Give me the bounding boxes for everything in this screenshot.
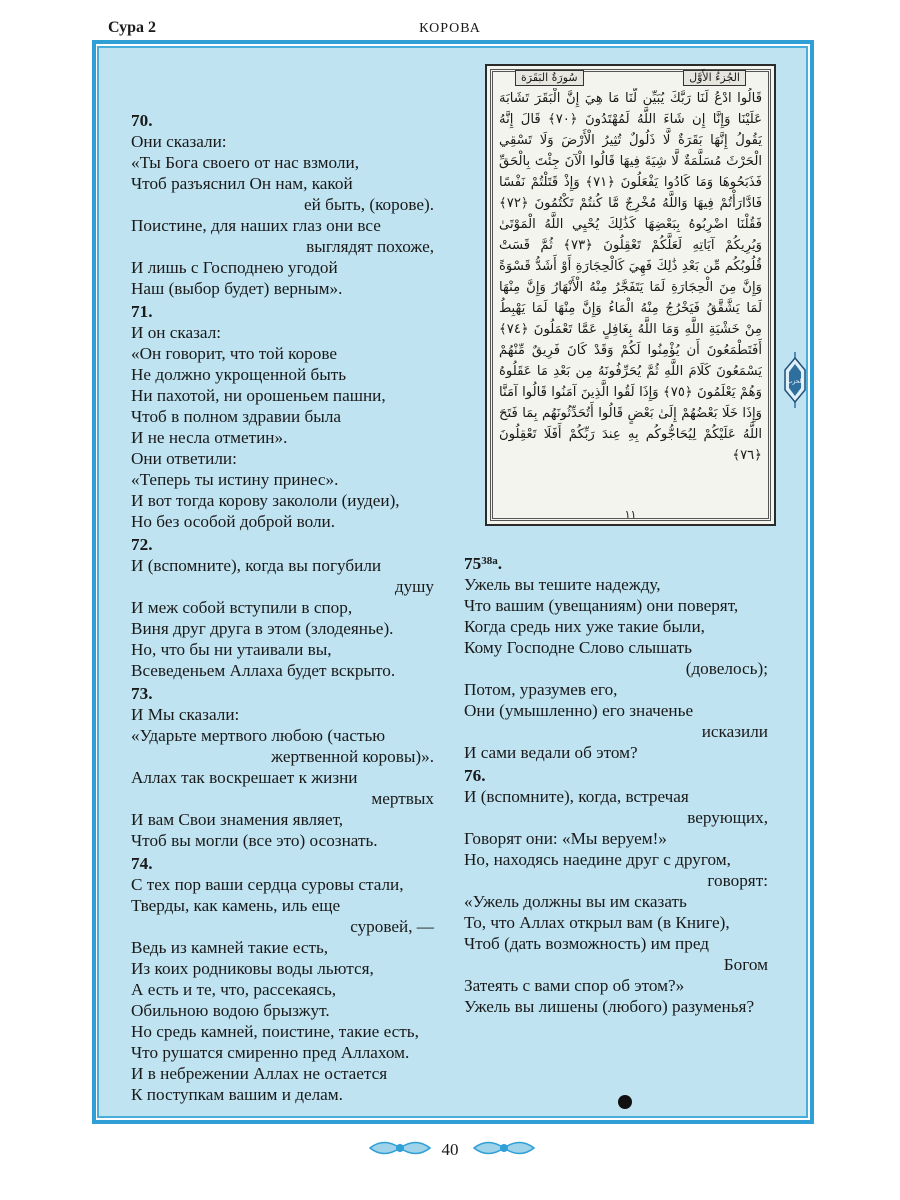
verse-line: Ужель вы тешите надежду, bbox=[464, 575, 661, 594]
verse-line: К поступкам вашим и делам. bbox=[131, 1085, 343, 1104]
surah-label: Сура 2 bbox=[108, 19, 157, 36]
quran-juz-tab: الجُزءُ الأَوَّل bbox=[683, 70, 746, 86]
verse-line: Ни пахотой, ни орошеньем пашни, bbox=[131, 386, 386, 405]
verse-line: «Ударьте мертвого любою (частью bbox=[131, 726, 386, 745]
verse-line: Наш (выбор будет) верным». bbox=[131, 279, 343, 298]
verse-line: Они сказали: bbox=[131, 132, 227, 151]
verse-line: (довелось); bbox=[685, 659, 768, 678]
verse-number: 71. bbox=[131, 302, 153, 321]
verse-line: Чтоб (дать возможность) им пред bbox=[464, 934, 709, 953]
verse-line: Потом, уразумев его, bbox=[464, 680, 618, 699]
verse-line: И меж собой вступили в спор, bbox=[131, 598, 353, 617]
verse-line: То, что Аллах открыл вам (в Книге), bbox=[464, 913, 730, 932]
hizb-marker-icon bbox=[783, 352, 807, 408]
quran-page-image bbox=[485, 64, 776, 526]
verse-dot: . bbox=[497, 554, 502, 573]
verse-line: Поистине, для наших глаз они все bbox=[131, 216, 381, 235]
verse-line: «Ты Бога своего от нас взмоли, bbox=[131, 153, 359, 172]
verse-number: 74. bbox=[131, 854, 153, 873]
page-title: КОРОВА bbox=[419, 21, 481, 36]
verse-line: Что вашим (увещаниям) они поверят, bbox=[464, 596, 739, 615]
verse-line: Но, что бы ни утаивали вы, bbox=[131, 640, 332, 659]
verse-line: Говорят они: «Мы веруем!» bbox=[464, 829, 667, 848]
verse-line: Из коих родниковы воды льются, bbox=[131, 959, 374, 978]
verse-number: 75 bbox=[464, 554, 482, 573]
verse-line: Они (умышленно) его значенье bbox=[464, 701, 694, 720]
verse-line: А есть и те, что, рассекаясь, bbox=[131, 980, 337, 999]
verse-line: «Ужель должны вы им сказать bbox=[464, 892, 687, 911]
verse-line: И сами ведали об этом? bbox=[464, 743, 638, 762]
verse-line: Всеведеньем Аллаха будет вскрыто. bbox=[131, 661, 396, 680]
verse-line: Но, находясь наедине друг с другом, bbox=[464, 850, 731, 869]
verse-line: И вот тогда корову закололи (иудеи), bbox=[131, 491, 400, 510]
verse-line: И в небрежении Аллах не остается bbox=[131, 1064, 388, 1083]
verse-line: Но средь камней, поистине, такие есть, bbox=[131, 1022, 419, 1041]
verse-line: И он сказал: bbox=[131, 323, 222, 342]
verse-line: душу bbox=[394, 577, 434, 596]
page-number: 40 bbox=[441, 1140, 459, 1159]
verse-line: жертвенной коровы)». bbox=[271, 747, 434, 766]
quran-surah-tab: سُورَةُ البَقَرَة bbox=[515, 70, 584, 86]
translation-left-column bbox=[131, 108, 434, 1105]
verse-number: 72. bbox=[131, 535, 153, 554]
verse-line: ей быть, (корове). bbox=[303, 195, 434, 214]
verse-line: выглядят похоже, bbox=[306, 237, 434, 256]
verse-heading-75 bbox=[464, 553, 768, 574]
verse-line: Обильною водою брызжут. bbox=[131, 1001, 330, 1020]
verse-number: 70. bbox=[131, 111, 153, 130]
verse-line: Что рушатся смиренно пред Аллахом. bbox=[131, 1043, 410, 1062]
verse-line: Тверды, как камень, иль еще bbox=[131, 896, 341, 915]
verse-line: И Мы сказали: bbox=[131, 705, 240, 724]
translation-right-column bbox=[464, 574, 768, 1017]
verse-line: Чтоб разъяснил Он нам, какой bbox=[131, 174, 353, 193]
end-of-page-dot bbox=[618, 1095, 632, 1109]
verse-line: Аллах так воскрешает к жизни bbox=[131, 768, 358, 787]
quran-page-number: ١١ bbox=[624, 508, 637, 521]
hizb-marker-label: الحزب bbox=[786, 378, 804, 385]
verse-line: Когда средь них уже такие были, bbox=[464, 617, 705, 636]
verse-line: говорят: bbox=[707, 871, 768, 890]
verse-number: 76. bbox=[464, 766, 486, 785]
verse-line: И не несла отметин». bbox=[131, 428, 288, 447]
verse-line: И (вспомните), когда, встречая bbox=[464, 787, 689, 806]
verse-line: И лишь с Господнею угодой bbox=[131, 258, 338, 277]
verse-line: «Теперь ты истину принес». bbox=[131, 470, 339, 489]
verse-number: 73. bbox=[131, 684, 153, 703]
verse-line: Но без особой доброй воли. bbox=[131, 512, 336, 531]
verse-line: Они ответили: bbox=[131, 449, 237, 468]
verse-line: Чтоб вы могли (все это) осознать. bbox=[131, 831, 378, 850]
verse-line: Ведь из камней такие есть, bbox=[131, 938, 329, 957]
quran-arabic-text: قَالُوا ادْعُ لَنَا رَبَّكَ يُبَيِّن لَّنَا مَا هِيَ إِنَّ الْبَقَرَ تَشَابَهَ عَلَيْنَا وَإِنَّا إِن شَاءَ اللَّهُ لَمُهْتَدُونَ ﴿٧٠﴾ قَالَ إِنَّهُ يَقُولُ إِنَّهَا بَقَرَةٌ لَّا ذَلُولٌ تُثِيرُ الْأَرْضَ وَلَا تَسْقِي الْحَرْثَ مُسَلَّمَةٌ لَّا شِيَةَ فِيهَا قَالُوا الْآنَ جِئْتَ بِالْحَقِّ فَذَبَحُوهَا وَمَا كَادُوا يَفْعَلُونَ ﴿٧١﴾ وَإِذْ قَتَلْتُمْ نَفْسًا فَادَّارَأْتُمْ فِيهَا وَاللَّهُ مُخْرِجٌ مَّا كُنتُمْ تَكْتُمُونَ ﴿٧٢﴾ فَقُلْنَا اضْرِبُوهُ بِبَعْضِهَا كَذَٰلِكَ يُحْيِي اللَّهُ الْمَوْتَىٰ وَيُرِيكُمْ آيَاتِهِ لَعَلَّكُمْ تَعْقِلُونَ ﴿٧٣﴾ ثُمَّ قَسَتْ قُلُوبُكُم مِّن بَعْدِ ذَٰلِكَ فَهِيَ كَالْحِجَارَةِ أَوْ أَشَدُّ قَسْوَةً وَإِنَّ مِنَ الْحِجَارَةِ لَمَا يَتَفَجَّرُ مِنْهُ الْأَنْهَارُ وَإِنَّ مِنْهَا لَمَا يَشَّقَّقُ فَيَخْرُجُ مِنْهُ الْمَاءُ وَإِنَّ مِنْهَا لَمَا يَهْبِطُ مِنْ خَشْيَةِ اللَّهِ وَمَا اللَّهُ بِغَافِلٍ عَمَّا تَعْمَلُونَ ﴿٧٤﴾ أَفَتَطْمَعُونَ أَن يُؤْمِنُوا لَكُمْ وَقَدْ كَانَ فَرِيقٌ مِّنْهُمْ يَسْمَعُونَ كَلَامَ اللَّهِ ثُمَّ يُحَرِّفُونَهُ مِن بَعْدِ مَا عَقَلُوهُ وَهُمْ يَعْلَمُونَ ﴿٧٥﴾ وَإِذَا لَقُوا الَّذِينَ آمَنُوا قَالُوا آمَنَّا وَإِذَا خَلَا بَعْضُهُمْ إِلَىٰ بَعْضٍ قَالُوا أَتُحَدِّثُونَهُم بِمَا فَتَحَ اللَّهُ عَلَيْكُمْ لِيُحَاجُّوكُم بِهِ عِندَ رَبِّكُمْ أَفَلَا تَعْقِلُونَ ﴿٧٦﴾ bbox=[499, 91, 762, 463]
verse-line: «Он говорит, что той корове bbox=[131, 344, 338, 363]
verse-line: исказили bbox=[701, 722, 768, 741]
verse-line: верующих, bbox=[687, 808, 768, 827]
verse-line: И (вспомните), когда вы погубили bbox=[131, 556, 382, 575]
verse-line: С тех пор ваши сердца суровы стали, bbox=[131, 875, 404, 894]
verse-line: Ужель вы лишены (любого) разуменья? bbox=[464, 997, 755, 1016]
verse-line: Не должно укрощенной быть bbox=[131, 365, 347, 384]
verse-line: Виня друг друга в этом (злодеянье). bbox=[131, 619, 394, 638]
right-ornament-icon bbox=[472, 1137, 536, 1159]
footnote-ref: 38а bbox=[481, 555, 498, 567]
verse-line: мертвых bbox=[371, 789, 434, 808]
verse-line: Богом bbox=[723, 955, 768, 974]
verse-line: Затеять с вами спор об этом?» bbox=[464, 976, 685, 995]
verse-line: Чтоб в полном здравии была bbox=[131, 407, 342, 426]
verse-line: И вам Свои знамения являет, bbox=[131, 810, 344, 829]
verse-line: суровей, — bbox=[350, 917, 434, 936]
verse-line: Кому Господне Слово слышать bbox=[464, 638, 692, 657]
